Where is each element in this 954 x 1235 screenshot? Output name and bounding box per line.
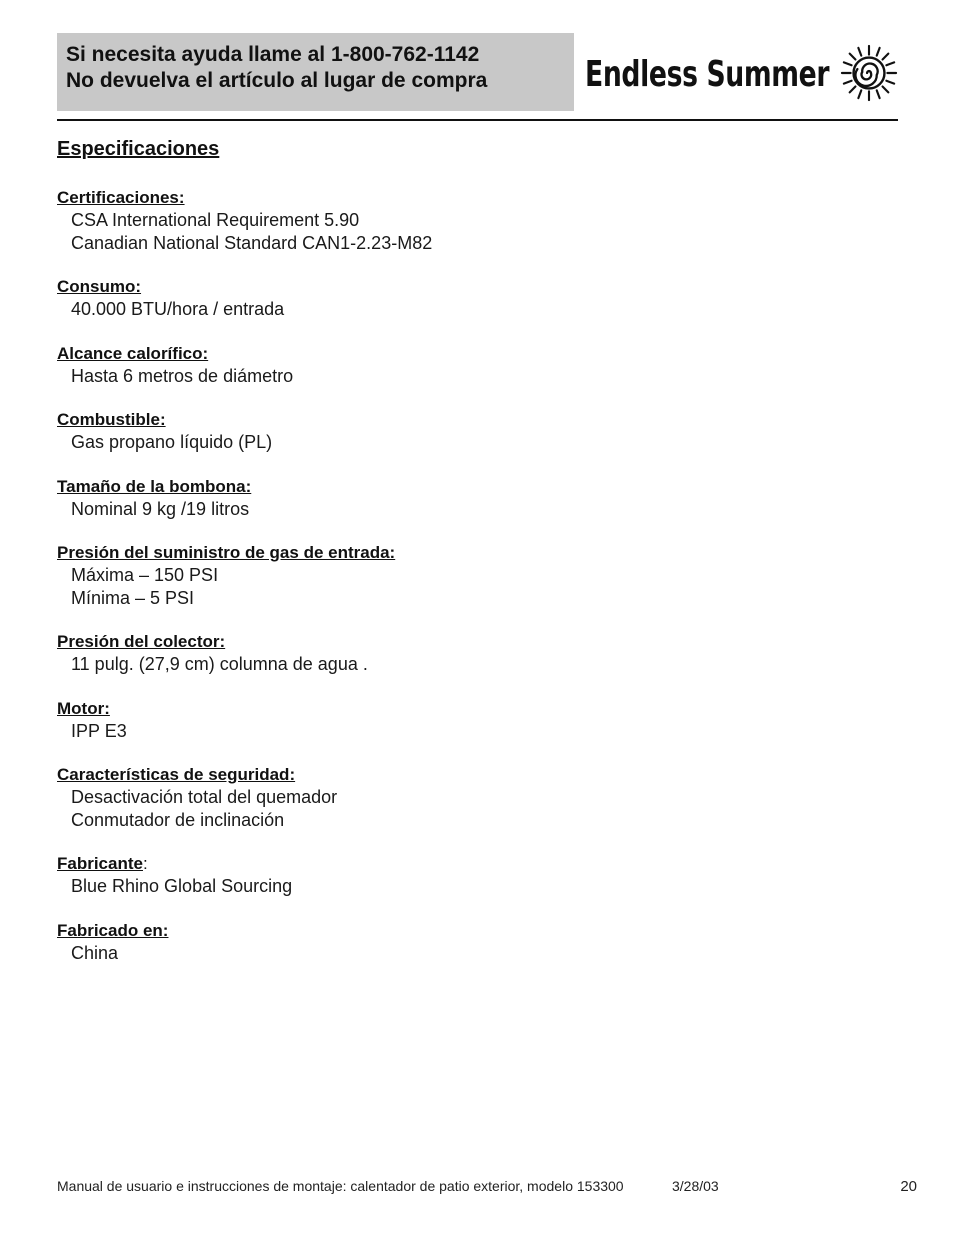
- footer-manual-title: Manual de usuario e instrucciones de montaje: calentador de patio exterior, modelo 153300: [57, 1178, 624, 1194]
- spec-tank-size: [57, 476, 657, 521]
- spec-value: Blue Rhino Global Sourcing: [71, 876, 293, 896]
- spec-value: China: [71, 942, 119, 963]
- spec-safety-features: [57, 764, 657, 831]
- spec-label: Presión del colector:: [57, 632, 226, 651]
- header-divider: [57, 119, 898, 121]
- spec-label-colon: :: [142, 854, 148, 873]
- spec-value: Conmutador de inclinación: [71, 809, 285, 830]
- sun-spiral-icon: [840, 44, 898, 102]
- spec-value: CSA International Requirement 5.90: [71, 210, 360, 230]
- spec-label: Consumo:: [57, 277, 142, 296]
- spec-value: Mínima – 5 PSI: [71, 587, 195, 608]
- spec-label: Motor:: [57, 698, 110, 718]
- help-phone-line: Si necesita ayuda llame al 1-800-762-1142: [66, 43, 480, 66]
- spec-value: IPP E3: [71, 720, 127, 741]
- page-number: 20: [900, 1178, 917, 1195]
- spec-value: Máxima – 150 PSI: [71, 565, 219, 585]
- spec-value: Hasta 6 metros de diámetro: [71, 365, 294, 386]
- spec-label: Presión del suministro de gas de entrada:: [57, 543, 396, 562]
- help-banner: [57, 33, 574, 111]
- brand-logo: [585, 44, 840, 104]
- spec-label: Tamaño de la bombona:: [57, 476, 252, 496]
- spec-value: Desactivación total del quemador: [71, 787, 338, 807]
- spec-value: 40.000 BTU/hora / entrada: [71, 299, 285, 319]
- spec-value: Canadian National Standard CAN1-2.23-M82: [71, 232, 433, 253]
- spec-fuel: [57, 409, 657, 454]
- spec-label: Combustible:: [57, 410, 166, 429]
- spec-manufacturer: [57, 853, 657, 898]
- spec-value: 11 pulg. (27,9 cm) columna de agua .: [71, 654, 368, 674]
- spec-inlet-gas-pressure: [57, 542, 657, 609]
- spec-label: Fabricado en:: [57, 920, 169, 940]
- spec-label: Alcance calorífico:: [57, 343, 209, 363]
- help-return-line: No devuelva el artículo al lugar de compra: [66, 69, 488, 92]
- specifications-list: [57, 187, 657, 986]
- spec-heating-range: [57, 343, 657, 388]
- spec-label: Características de seguridad:: [57, 765, 296, 784]
- spec-made-in: [57, 920, 657, 965]
- spec-value: Nominal 9 kg /19 litros: [71, 498, 250, 519]
- spec-certifications: [57, 187, 657, 254]
- page-title: Especificaciones: [57, 138, 220, 160]
- spec-label: Fabricante: [57, 854, 143, 873]
- spec-label: Certificaciones:: [57, 188, 185, 207]
- spec-motor: [57, 698, 657, 743]
- footer-date: 3/28/03: [672, 1178, 719, 1194]
- spec-value: Gas propano líquido (PL): [71, 432, 273, 452]
- spec-consumption: [57, 276, 657, 321]
- brand-name: Endless Summer: [585, 53, 830, 95]
- spec-manifold-pressure: [57, 631, 657, 676]
